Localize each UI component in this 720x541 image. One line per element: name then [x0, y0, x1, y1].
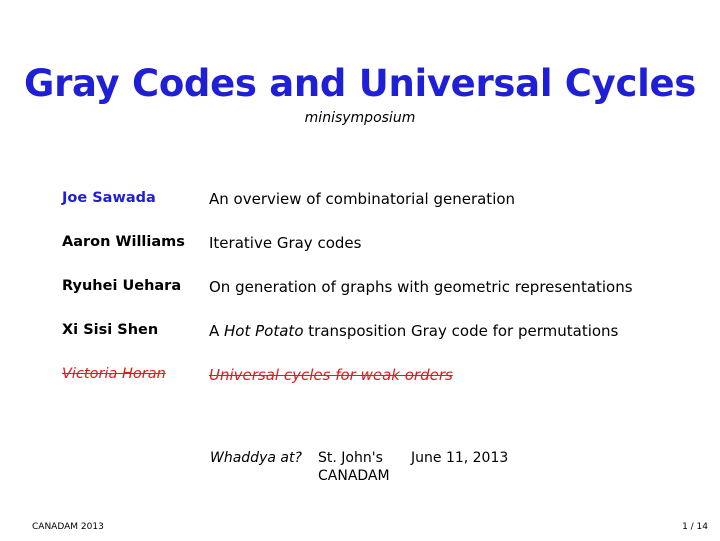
speaker-name: Ryuhei Uehara: [62, 278, 182, 294]
speaker-name: Aaron Williams: [62, 234, 185, 250]
slide-title: Gray Codes and Universal Cycles: [24, 62, 696, 105]
talk-row-4: [62, 322, 682, 346]
speaker-name: Xi Sisi Shen: [62, 322, 159, 338]
talk-title-part: transposition Gray code for permutations: [303, 322, 619, 340]
event-conference: CANADAM: [318, 468, 390, 484]
page-number: 1 / 14: [682, 522, 708, 532]
speaker-name-cancelled: Victoria Horan: [62, 366, 166, 382]
speaker-name: Joe Sawada: [62, 190, 156, 206]
event-tagline: Whaddya at?: [210, 450, 302, 466]
talk-title-part: A: [209, 322, 225, 340]
talk-title: [209, 322, 618, 340]
talk-row-2: [62, 234, 682, 258]
talk-title-emphasis: Hot Potato: [224, 322, 304, 340]
talk-title: Iterative Gray codes: [209, 234, 362, 252]
talk-row-1: [62, 190, 682, 214]
event-date: June 11, 2013: [411, 450, 509, 466]
talk-row-3: [62, 278, 682, 302]
slide-subtitle: minisymposium: [304, 110, 416, 126]
talk-row-5-cancelled: [62, 366, 682, 390]
event-info: [210, 450, 509, 484]
event-location: St. John's: [318, 450, 383, 466]
talk-title: On generation of graphs with geometric representations: [209, 278, 633, 296]
talk-title-cancelled: Universal cycles for weak orders: [209, 366, 453, 384]
talk-title: An overview of combinatorial generation: [209, 190, 516, 208]
footer-conference-label: CANADAM 2013: [32, 522, 104, 532]
